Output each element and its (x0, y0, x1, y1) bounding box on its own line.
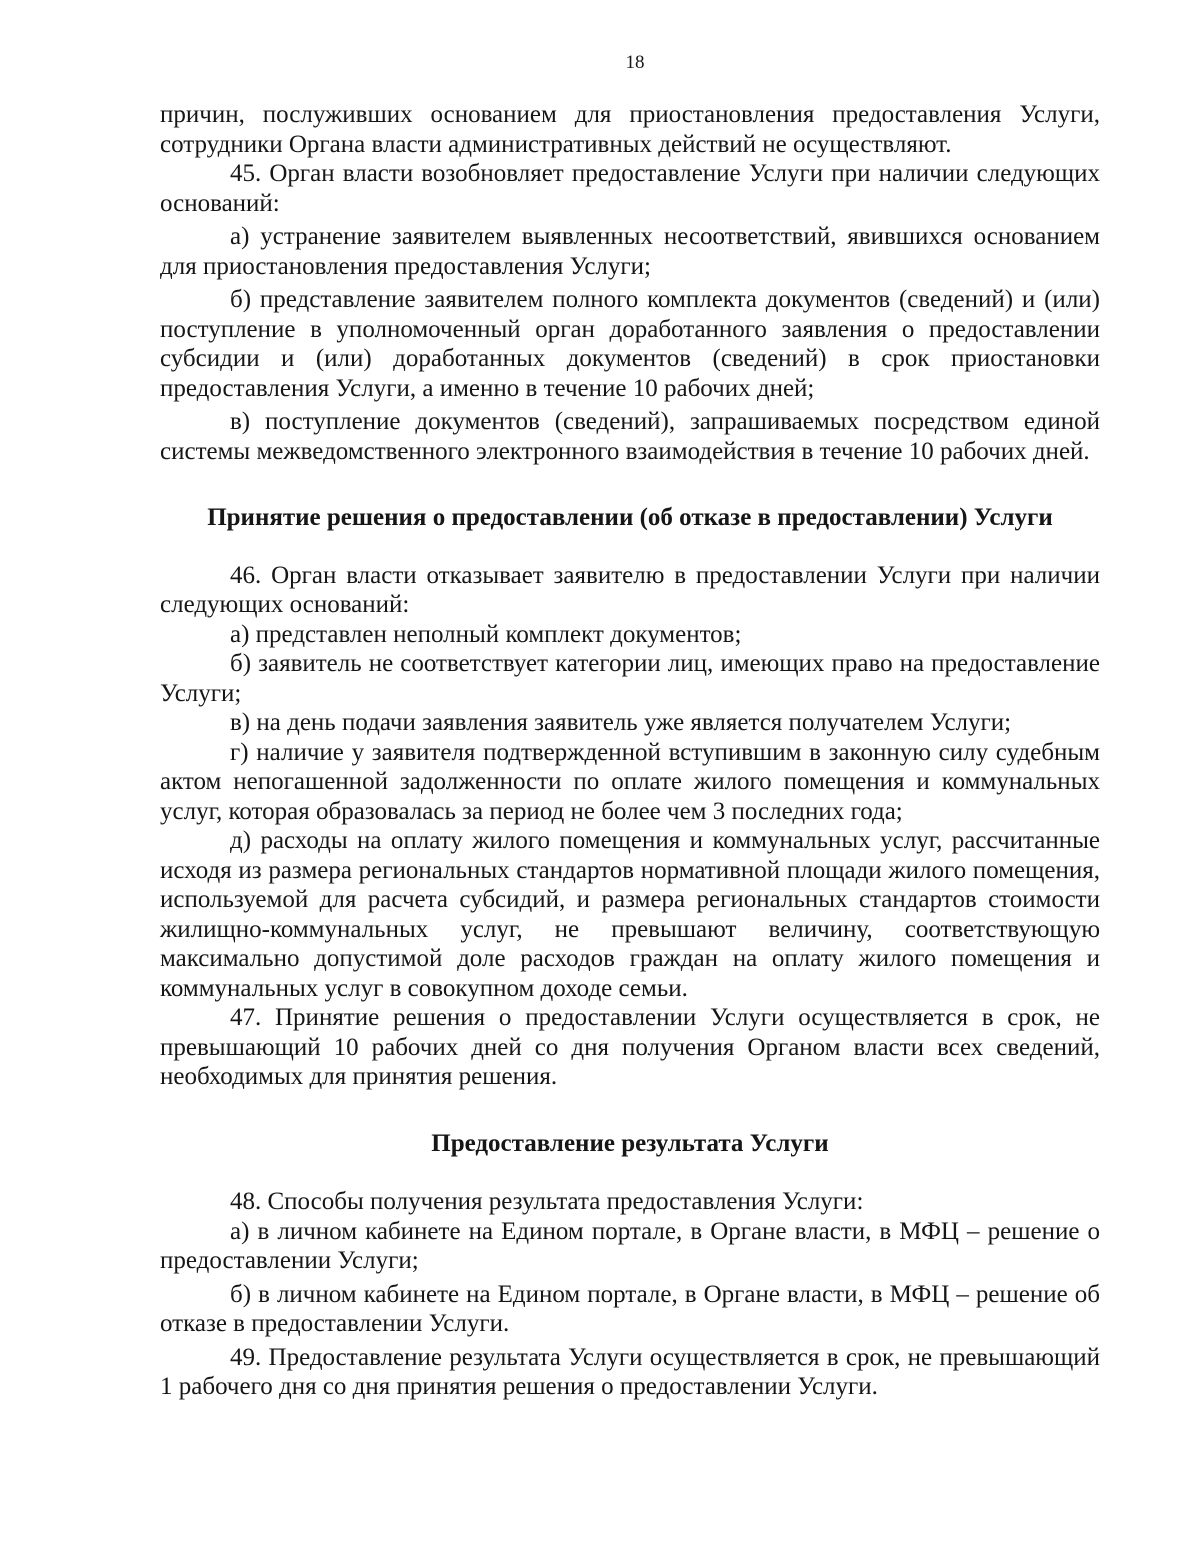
list-item-45-a: а) устранение заявителем выявленных несоответствий, явившихся основанием для приостановления предоставления Услуги; (160, 223, 1100, 280)
list-item-46-b: б) заявитель не соответствует категории лиц, имеющих право на предоставление Услуги; (160, 650, 1100, 707)
list-item-48-b: б) в личном кабинете на Едином портале, в Органе власти, в МФЦ – решение об отказе в предоставлении Услуги. (160, 1280, 1100, 1337)
paragraph-continuation: причин, послуживших основанием для приостановления предоставления Услуги, сотрудники Органа власти административных действий не осуществляют. (160, 101, 1100, 158)
list-item-46-a: а) представлен неполный комплект документов; (230, 620, 742, 648)
list-item-45-v: в) поступление документов (сведений), запрашиваемых посредством единой системы межведомственного электронного взаимодействия в течение 10 рабочих дней. (160, 408, 1100, 465)
paragraph-45: 45. Орган власти возобновляет предоставление Услуги при наличии следующих оснований: (160, 160, 1100, 217)
list-item-45-b: б) представление заявителем полного комплекта документов (сведений) и (или) поступление в уполномоченный орган доработанного заявления о предоставлении субсидии и (или) доработанных документов (сведений) в срок приостановки предоставления Услуги, а именно в течение 10 рабочих дней; (160, 286, 1100, 402)
paragraph-49: 49. Предоставление результата Услуги осуществляется в срок, не превышающий 1 рабочего дня со дня принятия решения о предоставлении Услуги. (160, 1343, 1100, 1400)
list-item-48-a: а) в личном кабинете на Едином портале, в Органе власти, в МФЦ – решение о предоставлении Услуги; (160, 1217, 1100, 1274)
document-body (160, 100, 1100, 1402)
paragraph-46: 46. Орган власти отказывает заявителю в предоставлении Услуги при наличии следующих оснований: (160, 561, 1100, 618)
section-heading-result: Предоставление результата Услуги (431, 1129, 829, 1157)
section-heading-decision: Принятие решения о предоставлении (об отказе в предоставлении) Услуги (207, 504, 1053, 531)
paragraph-47: 47. Принятие решения о предоставлении Услуги осуществляется в срок, не превышающий 10 рабочих дней со дня получения Органом власти всех сведений, необходимых для принятия решения. (160, 1004, 1100, 1090)
list-item-46-v: в) на день подачи заявления заявитель уже является получателем Услуги; (230, 709, 1012, 736)
paragraph-48: 48. Способы получения результата предоставления Услуги: (230, 1188, 864, 1215)
page-number: 18 (625, 52, 645, 73)
list-item-46-d: д) расходы на оплату жилого помещения и коммунальных услуг, рассчитанные исходя из размера региональных стандартов нормативной площади жилого помещения, используемой для расчета субсидий, и размера региональных стандартов стоимости жилищно-коммунальных услуг, не превышают величину, соответствующую максимально допустимой доле расходов граждан на оплату жилого помещения и коммунальных услуг в совокупном доходе семьи. (160, 827, 1100, 1002)
list-item-46-g: г) наличие у заявителя подтвержденной вступившим в законную силу судебным актом непогашенной задолженности по оплате жилого помещения и коммунальных услуг, которая образовалась за период не более чем 3 последних года; (160, 738, 1100, 825)
